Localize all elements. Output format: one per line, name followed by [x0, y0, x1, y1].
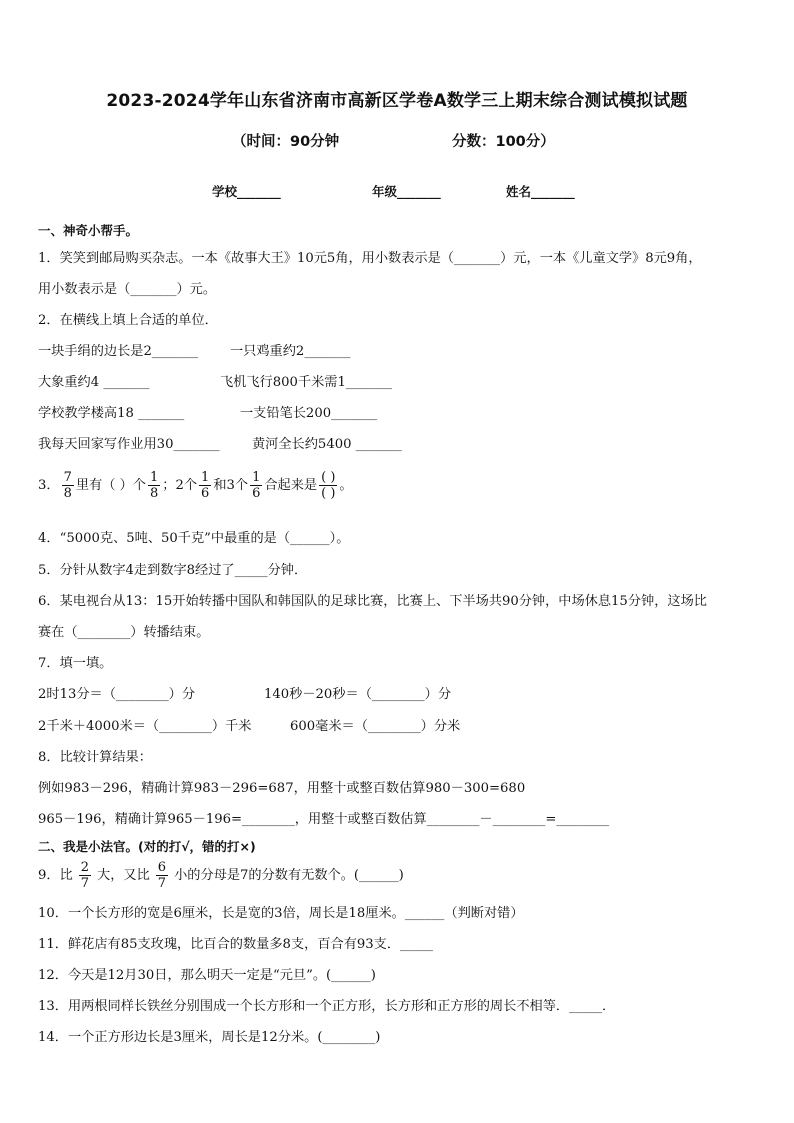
fraction-denominator: 6: [201, 486, 210, 501]
question-3-text: 。: [339, 477, 353, 493]
question-12: 12．今天是12月30日，那么明天一定是“元旦”。(______): [38, 968, 376, 983]
fraction-denominator: 8: [63, 486, 72, 501]
fraction-denominator: 8: [150, 486, 159, 501]
question-1-line-2: 用小数表示是（_______）元。: [38, 282, 217, 297]
fraction-denominator: 7: [157, 876, 167, 891]
section-2-heading: 二、我是小法官。(对的打√，错的打×): [38, 839, 256, 854]
fraction: [250, 470, 262, 501]
page-title: 2023-2024学年山东省济南市高新区学卷A数学三上期末综合测试模拟试题: [106, 91, 688, 111]
fraction-numerator: 1: [252, 470, 261, 485]
fraction-numerator: 2: [80, 860, 90, 875]
fraction: [148, 470, 160, 501]
question-8: 8．比较计算结果：: [38, 750, 152, 765]
question-2-item: 一块手绢的边长是2_______: [38, 344, 199, 359]
question-7-item: 2时13分＝（________）分: [38, 687, 196, 702]
question-1-line-1: 1．笑笑到邮局购买杂志。一本《故事大王》10元5角，用小数表示是（_______）元，一本《儿童文学》8元9角，: [38, 251, 702, 266]
question-5: 5．分针从数字4走到数字8经过了_____分钟．: [38, 563, 308, 578]
question-8-example: 例如983－296，精确计算983－296=687，用整十或整百数估算980－300=680: [38, 781, 526, 796]
fraction-numerator: 1: [201, 470, 210, 485]
question-9-text: 大，又比: [97, 867, 150, 883]
question-7-item: 140秒－20秒＝（________）分: [264, 687, 452, 702]
question-3-prefix: 3．: [38, 477, 60, 493]
question-14: 14．一个正方形边长是3厘米，周长是12分米。(________): [38, 1030, 381, 1045]
question-3: [38, 470, 353, 501]
question-3-text: 里有（ ）个: [75, 477, 146, 493]
question-9-text: 小的分母是7的分数有无数个。(______): [174, 867, 404, 883]
question-3-text: ；2个: [162, 477, 198, 493]
fraction-numerator: ( ): [321, 470, 336, 485]
question-10: 10．一个长方形的宽是6厘米，长是宽的3倍，周长是18厘米。______（判断对错）: [38, 906, 524, 921]
question-2-item: 一只鸡重约2_______: [230, 344, 351, 359]
question-2-item: 黄河全长约5400 _______: [252, 437, 402, 452]
school-field: 学校_______: [212, 184, 281, 199]
question-3-text: 和3个: [213, 477, 249, 493]
question-2-item: 我每天回家写作业用30_______: [38, 437, 220, 452]
fraction-denominator: 7: [80, 876, 90, 891]
question-2-item: 飞机飞行800千米需1_______: [220, 375, 393, 390]
fraction-numerator: 1: [150, 470, 159, 485]
section-1-heading: 一、神奇小帮手。: [38, 223, 139, 238]
fraction-numerator: 7: [63, 470, 72, 485]
fraction: [199, 470, 211, 501]
question-13: 13．用两根同样长铁丝分别围成一个长方形和一个正方形，长方形和正方形的周长不相等．_____．: [38, 999, 616, 1014]
question-2-item: 大象重约4 _______: [38, 375, 150, 390]
question-9: [38, 860, 404, 891]
fraction-denominator: 6: [252, 486, 261, 501]
question-8-task: 965－196，精确计算965－196=________，用整十或整百数估算________－________=________: [38, 812, 610, 827]
question-3-text: 合起来是: [264, 477, 318, 493]
question-11: 11．鲜花店有85支玫瑰，比百合的数量多8支，百合有93支．_____: [38, 937, 434, 952]
question-9-prefix: 9．比: [38, 867, 73, 883]
question-7-item: 2千米＋4000米＝（________）千米: [38, 719, 252, 734]
question-7: 7．填一填。: [38, 656, 113, 671]
question-6-line-2: 赛在（________）转播结束。: [38, 625, 210, 640]
exam-time: （时间：90分钟: [232, 134, 340, 150]
question-2-item: 学校教学楼高18 _______: [38, 406, 185, 421]
question-7-item: 600毫米＝（________）分米: [290, 719, 461, 734]
fraction: [79, 860, 91, 891]
fraction-denominator: ( ): [321, 486, 336, 501]
name-field: 姓名_______: [506, 184, 575, 199]
question-2-item: 一支铅笔长200_______: [240, 406, 378, 421]
question-4: 4．“5000克、5吨、50千克”中最重的是（______）。: [38, 531, 350, 546]
question-2: 2．在横线上填上合适的单位．: [38, 313, 218, 328]
fraction: [156, 860, 168, 891]
question-6-line-1: 6．某电视台从13：15开始转播中国队和韩国队的足球比赛，比赛上、下半场共90分钟，中场休息15分钟，这场比: [38, 594, 707, 609]
fraction-numerator: 6: [157, 860, 167, 875]
exam-score: 分数：100分）: [452, 134, 555, 150]
grade-field: 年级_______: [372, 184, 441, 199]
answer-fraction: [319, 470, 337, 501]
fraction: [62, 470, 74, 501]
